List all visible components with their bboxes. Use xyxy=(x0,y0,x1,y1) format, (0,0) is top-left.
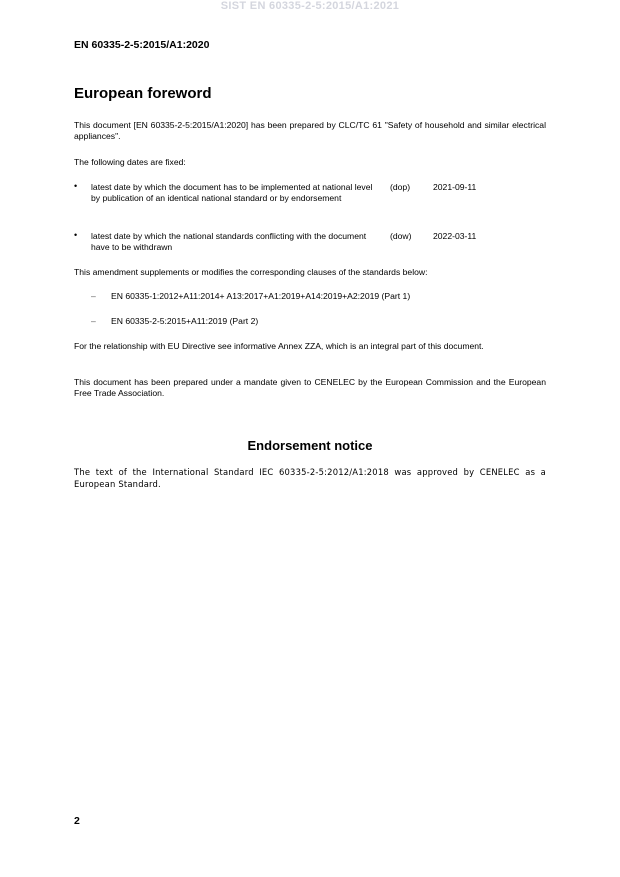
date-item-code: (dop) xyxy=(390,182,411,192)
eu-directive-paragraph: For the relationship with EU Directive see informative Annex ZZA, which is an integral part of this document. xyxy=(74,341,484,351)
date-item-date: 2021-09-11 xyxy=(433,182,477,192)
page-number: 2 xyxy=(74,815,80,827)
dates-intro: The following dates are fixed: xyxy=(74,157,186,167)
dash-icon: – xyxy=(91,291,96,301)
document-id: EN 60335-2-5:2015/A1:2020 xyxy=(74,39,210,51)
endorsement-title: Endorsement notice xyxy=(247,438,373,453)
endorsement-text: The text of the International Standard IEC 60335-2-5:2012/A1:2018 was approved by CENELEC as a European Standard. xyxy=(74,467,546,489)
date-item-date: 2022-03-11 xyxy=(433,231,477,241)
bullet-icon: • xyxy=(74,181,78,191)
bullet-icon: • xyxy=(74,230,78,240)
foreword-title: European foreword xyxy=(74,85,212,102)
standard-item-text: EN 60335-2-5:2015+A11:2019 (Part 2) xyxy=(111,316,259,326)
standard-item-text: EN 60335-1:2012+A11:2014+ A13:2017+A1:2019+A14:2019+A2:2019 (Part 1) xyxy=(111,291,411,301)
date-item-text: latest date by which the national standards conflicting with the document have to be withdrawn xyxy=(91,231,367,252)
amendment-intro: This amendment supplements or modifies the corresponding clauses of the standards below: xyxy=(74,267,428,277)
mandate-paragraph: This document has been prepared under a mandate given to CENELEC by the European Commission and the European Free Trade Association. xyxy=(74,377,546,398)
dash-icon: – xyxy=(91,316,96,326)
watermark: SIST EN 60335-2-5:2015/A1:2021 xyxy=(220,0,400,12)
date-item-text: latest date by which the document has to be implemented at national level by publication of an identical national standard or by endorsement xyxy=(91,182,373,203)
date-item-code: (dow) xyxy=(390,231,412,241)
foreword-intro: This document [EN 60335-2-5:2015/A1:2020] has been prepared by CLC/TC 61 "Safety of household and similar electrical appliances". xyxy=(74,120,546,141)
